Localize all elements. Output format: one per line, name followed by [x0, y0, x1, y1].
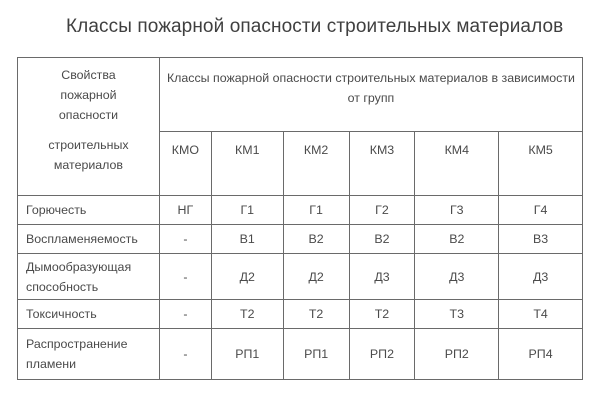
header-properties-line: пожарной [60, 88, 117, 102]
property-cell: Дымообразующая способность [18, 254, 160, 300]
class-header-kmo: КМО [159, 132, 211, 196]
value-cell: Д3 [415, 254, 499, 300]
value-cell: РП2 [415, 329, 499, 380]
value-cell: - [159, 225, 211, 254]
class-header-km1: КМ1 [211, 132, 283, 196]
value-cell: - [159, 300, 211, 329]
value-cell: Г3 [415, 196, 499, 225]
page-title: Классы пожарной опасности строительных материалов [66, 16, 564, 37]
table-row [18, 225, 583, 254]
value-cell: РП2 [349, 329, 415, 380]
class-header-km5: КМ5 [499, 132, 583, 196]
header-properties-line: Свойства [61, 68, 116, 82]
header-properties-line: строительных [48, 138, 129, 152]
header-properties-cell [18, 58, 160, 196]
value-cell: Г1 [211, 196, 283, 225]
table-row [18, 329, 583, 380]
value-cell: - [159, 254, 211, 300]
value-cell: В2 [415, 225, 499, 254]
value-cell: РП4 [499, 329, 583, 380]
value-cell: Д3 [499, 254, 583, 300]
value-cell: Т2 [211, 300, 283, 329]
header-properties-line: опасности [58, 108, 119, 122]
value-cell: Т2 [283, 300, 349, 329]
value-cell: Г2 [349, 196, 415, 225]
value-cell: Т3 [415, 300, 499, 329]
value-cell: Г1 [283, 196, 349, 225]
header-properties-line: материалов [53, 158, 124, 172]
value-cell: - [159, 329, 211, 380]
class-header-km3: КМ3 [349, 132, 415, 196]
header-row-groups [18, 58, 583, 132]
value-cell: РП1 [211, 329, 283, 380]
value-cell: В2 [283, 225, 349, 254]
value-cell: В3 [499, 225, 583, 254]
fire-hazard-table [17, 57, 583, 380]
value-cell: В2 [349, 225, 415, 254]
property-cell: Распространение пламени [18, 329, 160, 380]
value-cell: Д2 [211, 254, 283, 300]
value-cell: Т2 [349, 300, 415, 329]
table-row [18, 300, 583, 329]
value-cell: Т4 [499, 300, 583, 329]
value-cell: РП1 [283, 329, 349, 380]
class-header-km2: КМ2 [283, 132, 349, 196]
table-row [18, 254, 583, 300]
value-cell: НГ [159, 196, 211, 225]
value-cell: Д2 [283, 254, 349, 300]
header-group-title: Классы пожарной опасности строительных материалов в зависимости от групп [159, 58, 582, 132]
value-cell: Д3 [349, 254, 415, 300]
property-cell: Горючесть [18, 196, 160, 225]
table-row [18, 196, 583, 225]
value-cell: В1 [211, 225, 283, 254]
value-cell: Г4 [499, 196, 583, 225]
property-cell: Воспламеняемость [18, 225, 160, 254]
class-header-km4: КМ4 [415, 132, 499, 196]
property-cell: Токсичность [18, 300, 160, 329]
